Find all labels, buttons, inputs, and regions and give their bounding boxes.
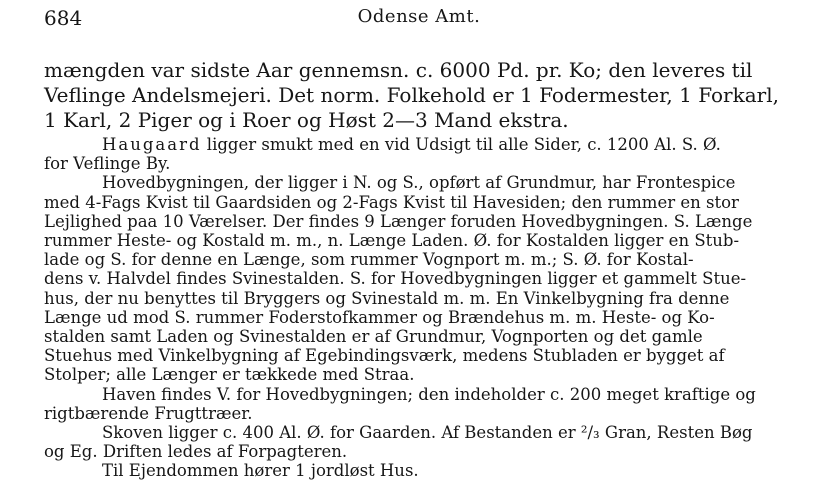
- text-line: hus, der nu benyttes til Bryggers og Svinestald m. m. En Vinkelbygning fra denne: [44, 288, 730, 308]
- text-fragment: ligger smukt med en vid Udsigt til alle Sider, c. 1200 Al. S. Ø.: [201, 135, 721, 154]
- text-line: rigtbærende Frugttræer.: [44, 403, 253, 423]
- text-line: Haven findes V. for Hovedbygningen; den indeholder c. 200 meget kraftige og: [102, 384, 756, 404]
- text-line: og Eg. Driften ledes af Forpagteren.: [44, 442, 348, 462]
- text-line: Veflinge Andelsmejeri. Det norm. Folkehold er 1 Fodermester, 1 Forkarl,: [44, 83, 779, 107]
- text-line: Hovedbygningen, der ligger i N. og S., opført af Grundmur, har Frontespice: [102, 173, 736, 193]
- text-line: Til Ejendommen hører 1 jordløst Hus.: [102, 461, 419, 481]
- text-line: [44, 135, 756, 154]
- text-line: rummer Heste- og Kostald m. m., n. Længe Laden. Ø. for Kostalden ligger en Stub-: [44, 231, 740, 251]
- text-line: stalden samt Laden og Svinestalden er af Grundmur, Vognporten og det gamle: [44, 327, 703, 347]
- text-line: Stolper; alle Længer er tækkede med Straa.: [44, 365, 415, 385]
- text-line: Længe ud mod S. rummer Foderstofkammer og Brændehus m. m. Heste- og Ko-: [44, 307, 715, 327]
- continued-paragraph: [44, 58, 779, 133]
- text-line: med 4-Fags Kvist til Gaardsiden og 2-Fags Kvist til Havesiden; den rummer en stor: [44, 192, 739, 212]
- text-line: Lejlighed paa 10 Værelser. Der findes 9 Længer foruden Hovedbygningen. S. Længe: [44, 211, 753, 231]
- page-number: 684: [44, 6, 83, 30]
- estate-description: [44, 135, 756, 481]
- running-title: Odense Amt.: [357, 6, 481, 27]
- estate-name: Haugaard: [102, 135, 202, 154]
- text-line: for Veflinge By.: [44, 154, 171, 174]
- text-line: Stuehus med Vinkelbygning af Egebindingsværk, medens Stubladen er bygget af: [44, 346, 725, 366]
- page-header: [44, 4, 794, 34]
- text-line: 1 Karl, 2 Piger og i Roer og Høst 2—3 Mand ekstra.: [44, 108, 569, 132]
- text-line: lade og S. for denne en Længe, som rummer Vognport m. m.; S. Ø. for Kostal-: [44, 250, 694, 270]
- text-line: dens v. Halvdel findes Svinestalden. S. for Hovedbygningen ligger et gammelt Stue-: [44, 269, 747, 289]
- text-line: mængden var sidste Aar gennemsn. c. 6000 Pd. pr. Ko; den leveres til: [44, 58, 753, 82]
- text-line: Skoven ligger c. 400 Al. Ø. for Gaarden. Af Bestanden er ²/₃ Gran, Resten Bøg: [102, 423, 753, 443]
